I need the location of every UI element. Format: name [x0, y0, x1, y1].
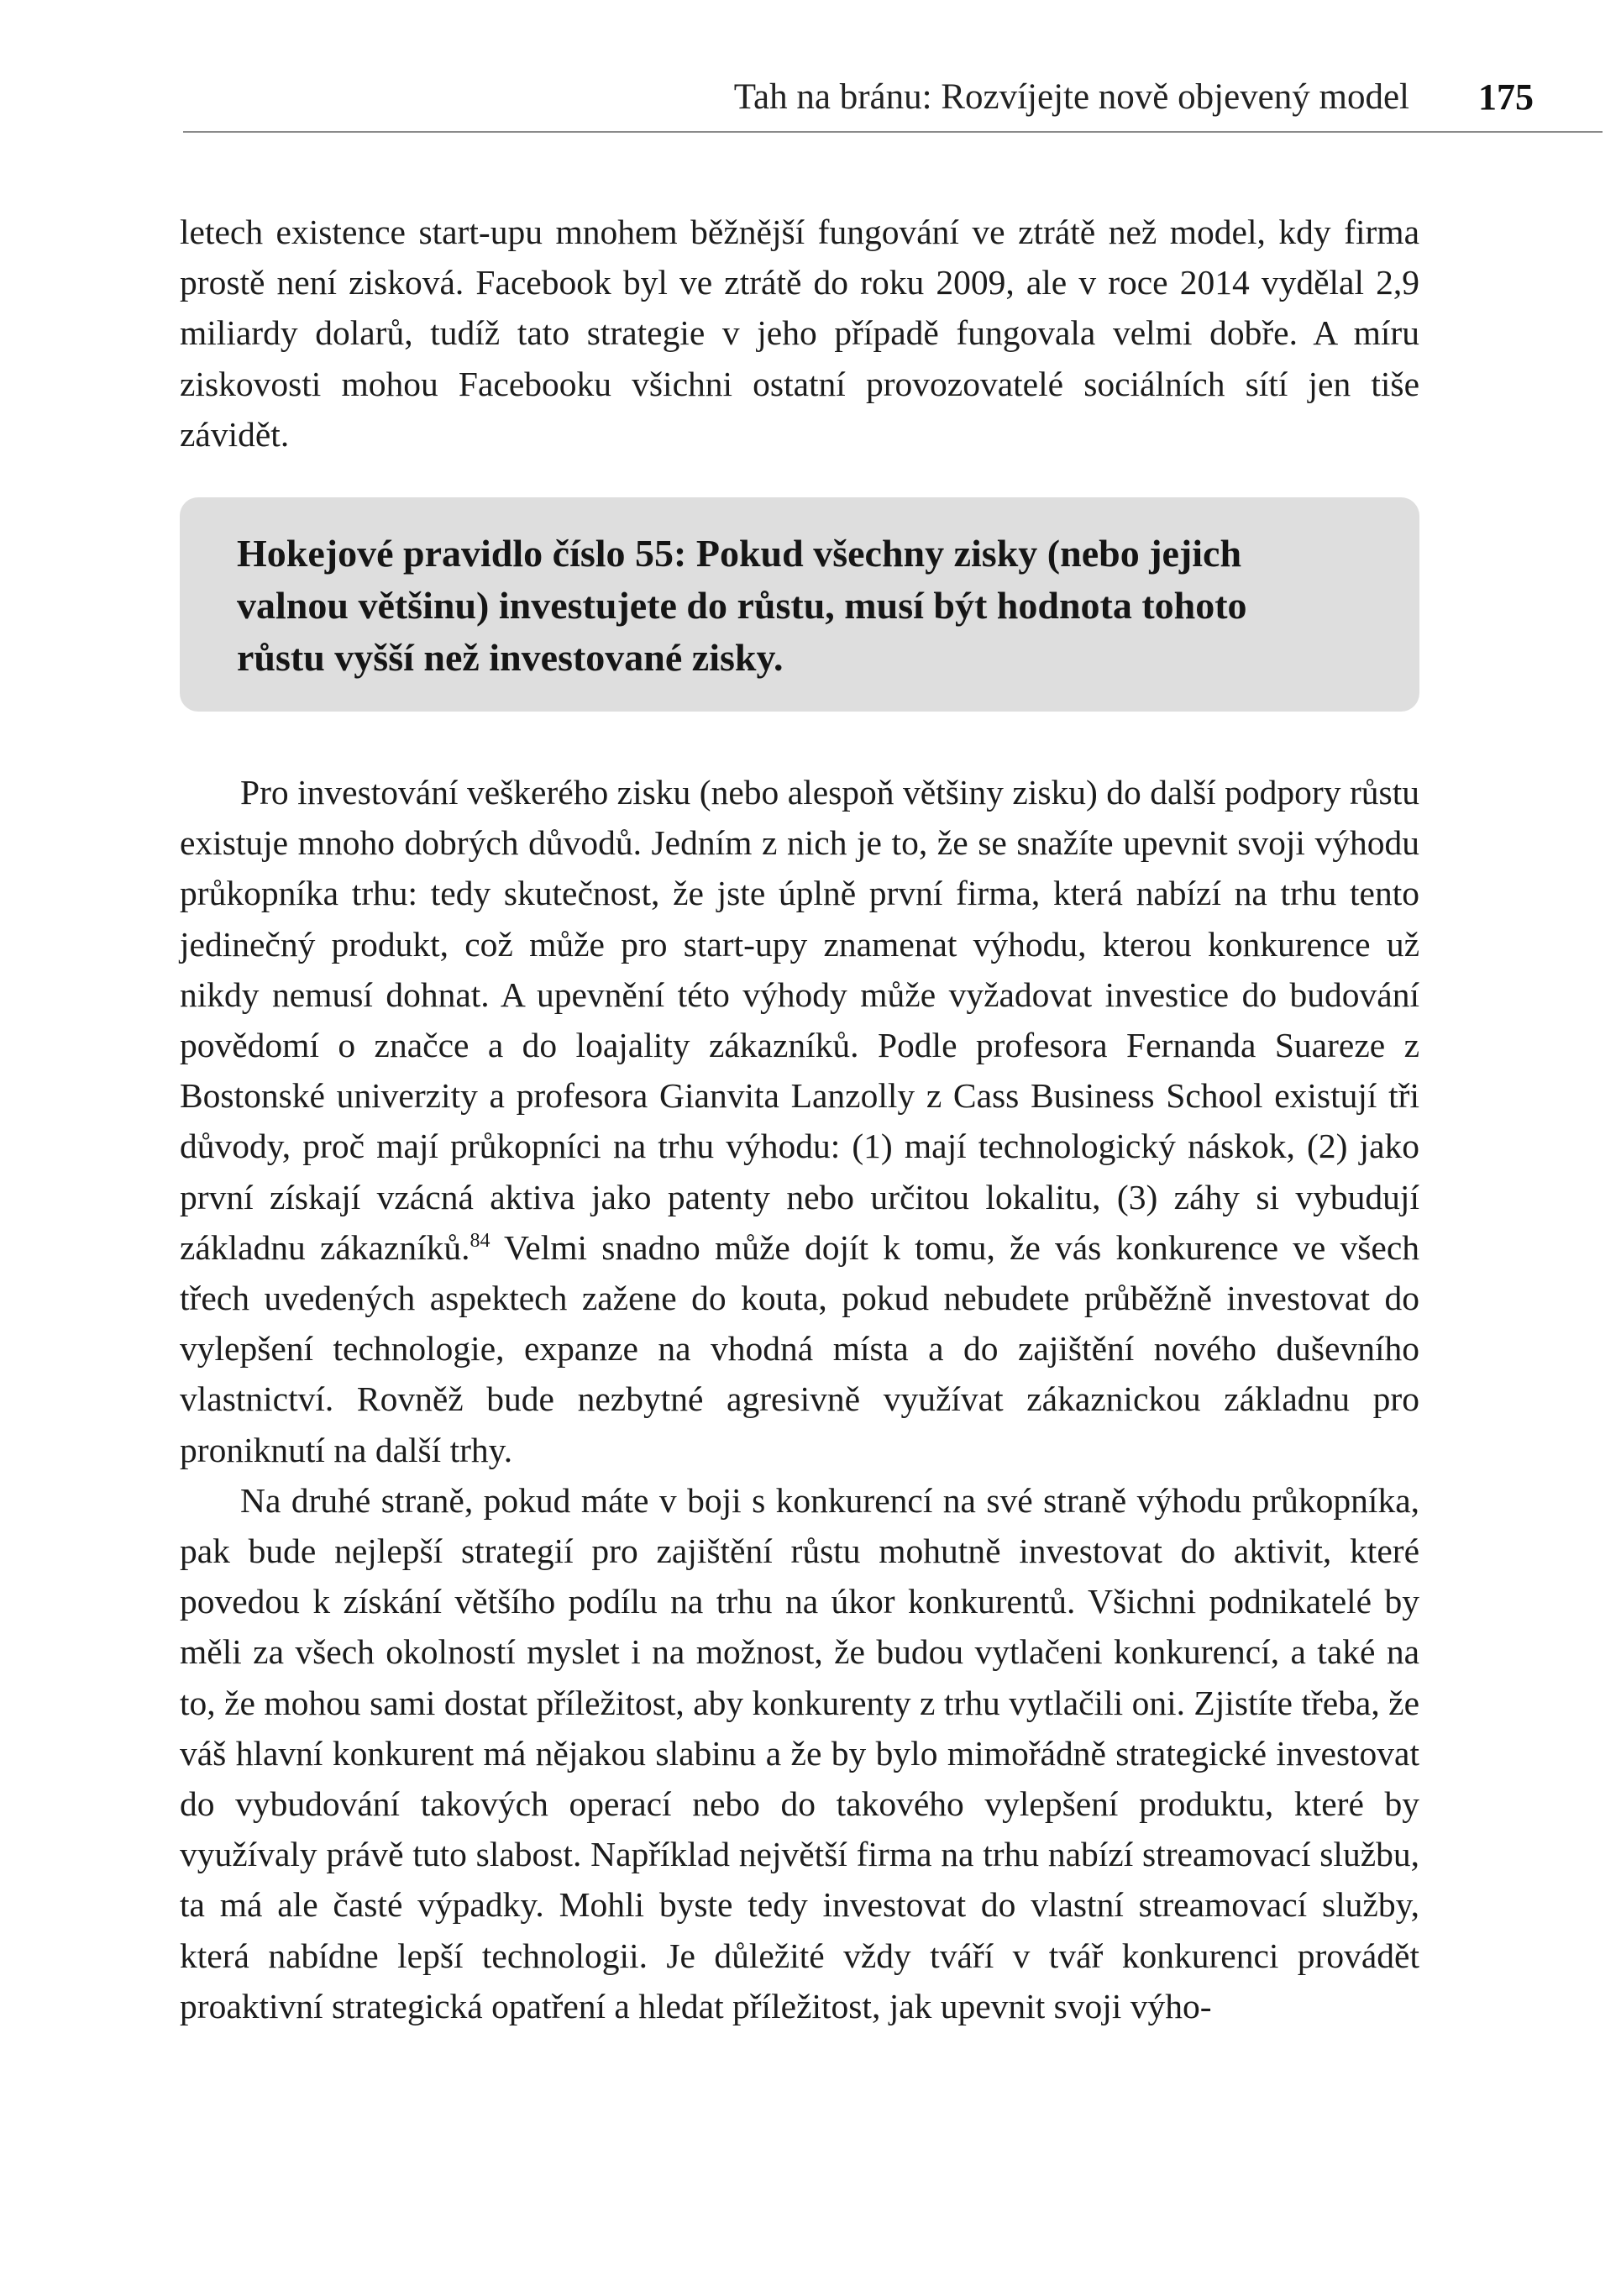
paragraph-continuation: letech existence start-upu mnohem běžnější fungování ve ztrátě než model, kdy firma prostě není zisková. Facebook byl ve ztrátě do roku 2009, ale v roce 2014 vydělal 2,9 miliardy dolarů, tudíž tato strategie v jeho případě fungovala velmi dobře. A míru ziskovosti mohou Facebooku všichni ostatní provozovatelé sociálních sítí jen tiše závidět. [180, 213, 1419, 454]
paragraph-first-mover-text-continued: Velmi snadno může dojít k tomu, že vás konkurence ve všech třech uvedených aspektech zažene do kouta, pokud nebudete průběžně investovat do vylepšení technologie, expanze na vhodná místa a do zajištění nového duševního vlastnictví. Rovněž bude nezbytné agresivně využívat zákaznickou základnu pro proniknutí na další trhy. [180, 1227, 1419, 1469]
paragraph-first-mover-text: Pro investování veškerého zisku (nebo alespoň většiny zisku) do další podpory růstu existuje mnoho dobrých důvodů. Jedním z nich je to, že se snažíte upevnit svoji výhodu průkopníka trhu: tedy skutečnost, že jste úplně první firma, která nabízí na trhu tento jedinečný produkt, což může pro start-upy znamenat výhodu, kterou konkurence už nikdy nemusí dohnat. A upevnění této výhody může vyžadovat investice do budování povědomí o značce a do loajality zákazníků. Podle profesora Fernanda Suareze z Bostonské univerzity a profesora Gianvita Lanzolly z Cass Business School existují tři důvody, proč mají průkopníci na trhu výhodu: (1) mají technologický náskok, (2) jako první získají vzácná aktiva jako patenty nebo určitou lokalitu, (3) záhy si vybudují základnu zákazníků. [180, 773, 1419, 1267]
page-number: 175 [1478, 76, 1534, 118]
paragraph-competition: Na druhé straně, pokud máte v boji s konkurencí na své straně výhodu průkopníka, pak bude nejlepší strategií pro zajištění růstu mohutně investovat do aktivit, které povedou k získání většího podílu na trhu na úkor konkurentů. Všichni podnikatelé by měli za všech okolností myslet i na možnost, že budou vytlačeni konkurencí, a také na to, že mohou sami dostat příležitost, aby konkurenty z trhu vytlačili oni. Zjistíte třeba, že váš hlavní konkurent má nějakou slabinu a že by bylo mimořádně strategické investovat do vybudování takových operací nebo do takového vylepšení produktu, které by využívaly právě tuto slabost. Například největší firma na trhu nabízí streamovací službu, ta má ale časté výpadky. Mohli byste tedy investovat do vlastní streamovací služby, která nabídne lepší technologii. Je důležité vždy tváří v tvář konkurenci provádět proaktivní strategická opatření a hledat příležitost, jak upevnit svoji výho- [180, 1480, 1419, 2025]
running-header [183, 72, 1603, 133]
footnote-reference[interactable]: 84 [470, 1229, 490, 1252]
running-title: Tah na bránu: Rozvíjejte nově objevený model [733, 77, 1409, 117]
spacer [180, 712, 1419, 767]
paragraph-first-mover [180, 767, 1419, 1475]
rule-callout-text: Hokejové pravidlo číslo 55: Pokud všechny zisky (nebo jejich valnou většinu) investujete do růstu, musí být hodnota tohoto růstu vyšší než investované zisky. [237, 532, 1247, 680]
rule-callout-box [180, 497, 1419, 712]
page-body [180, 207, 1419, 2031]
